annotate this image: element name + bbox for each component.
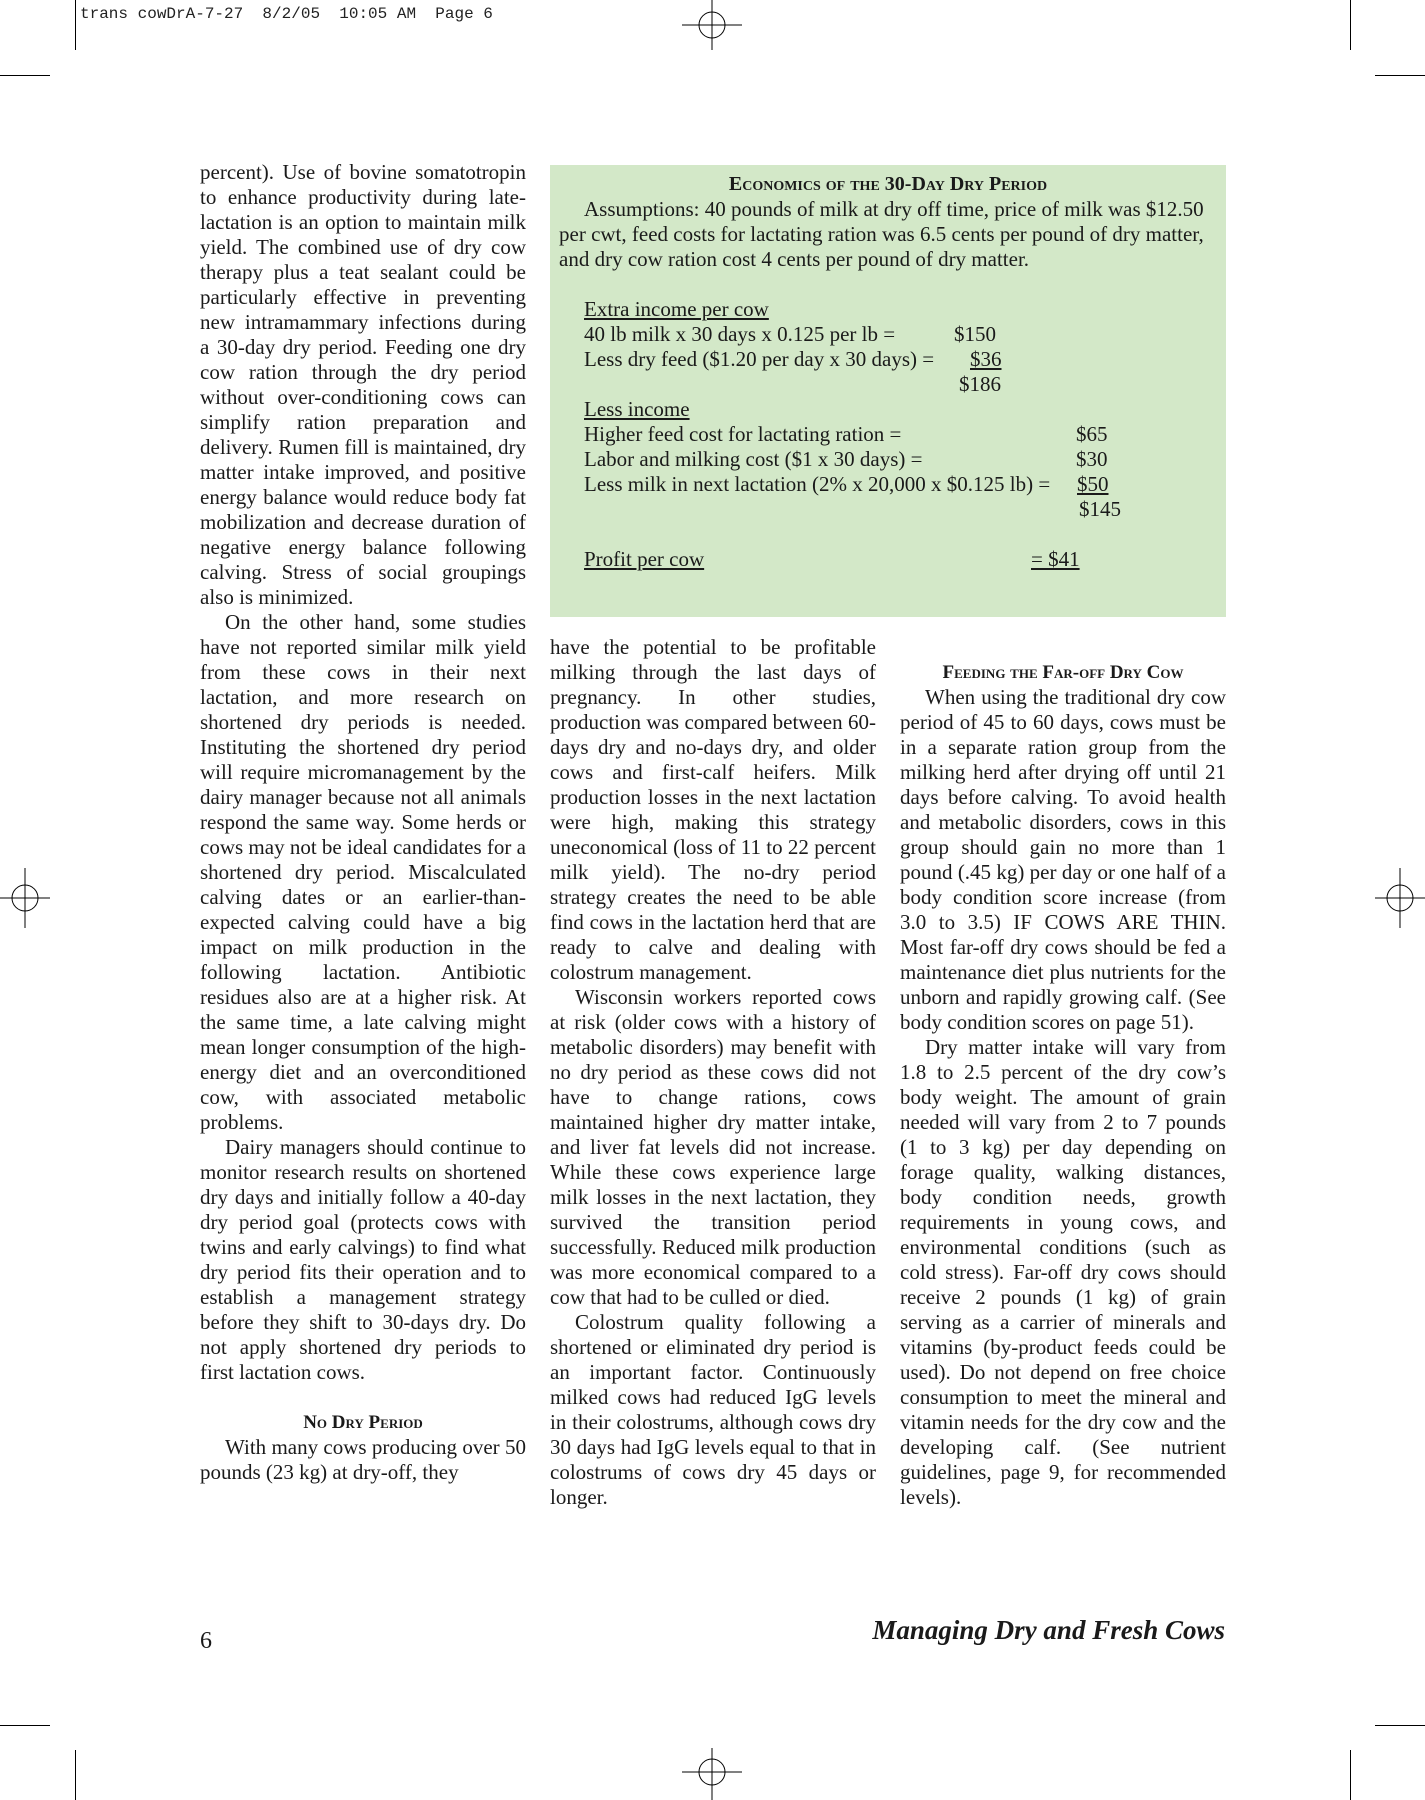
paragraph: With many cows producing over 50 pounds (23 kg) at dry-off, they <box>200 1435 526 1484</box>
crop-mark-bl-v <box>75 1750 76 1800</box>
column-right <box>900 635 1226 1510</box>
crop-mark-tr-h <box>1375 75 1425 76</box>
paragraph: Dry matter intake will vary from 1.8 to 2.5 percent of the dry cow’s body weight. The amount of grain needed will vary from 2 to 7 pounds (1 to 3 kg) per day depending on forage quality, walking distances, body condition needs, growth requirements in young cows, and environmental conditions (such as cold stress). Far-off dry cows should receive 2 pounds (1 kg) of grain serving as a carrier of minerals and vitamins (by-product feeds could be used). Do not depend on free choice consumption to meet the mineral and vitamin needs for the dry cow and the developing calf. (See nutrient guidelines, page 9, for recommended levels). <box>900 1035 1226 1509</box>
publication-title: Managing Dry and Fresh Cows <box>872 1615 1225 1645</box>
registration-mark-left <box>0 868 60 928</box>
calc-amount: $30 <box>1076 447 1108 471</box>
less-income-heading: Less income <box>584 397 690 421</box>
paragraph: Colostrum quality following a shortened or eliminated dry period is an important factor. Continuously milked cows had reduced IgG levels in their colostrums, although cows dry 30 days had IgG levels equal to that in colostrums of cows dry 45 days or longer. <box>550 1310 876 1509</box>
registration-mark-right <box>1365 868 1425 928</box>
calc-subtotal: $145 <box>1079 497 1121 521</box>
calc-row: Higher feed cost for lactating ration = $65 <box>584 422 1108 446</box>
economics-calculation <box>559 297 1217 572</box>
section-heading-no-dry-period: No Dry Period <box>303 1412 423 1433</box>
column-left <box>200 160 526 1485</box>
registration-mark-top <box>682 0 742 60</box>
page-number: 6 <box>200 1628 212 1654</box>
economics-sidebar <box>550 165 1226 617</box>
crop-mark-tr-v <box>1350 0 1351 50</box>
calc-row <box>584 372 1217 397</box>
paragraph: When using the traditional dry cow period of 45 to 60 days, cows must be in a separate ration group from the milking herd after drying off until 21 days before calving. To avoid health and metabolic disorders, cows in this group should gain no more than 1 pound (.45 kg) per day or one half of a body condition score increase (from 3.0 to 3.5) IF COWS ARE THIN. Most far-off dry cows should be fed a maintenance diet plus nutrients for the unborn and rapidly growing calf. (See body condition scores on page 51). <box>900 685 1226 1034</box>
crop-mark-br-v <box>1350 1750 1351 1800</box>
calc-amount: $36 <box>970 347 1002 371</box>
extra-income-heading: Extra income per cow <box>584 297 769 321</box>
crop-mark-br-h <box>1375 1725 1425 1726</box>
section-heading-far-off-dry-cow: Feeding the Far-off Dry Cow <box>942 662 1184 683</box>
calc-row: Less dry feed ($1.20 per day x 30 days) = $36 <box>584 347 1002 371</box>
paragraph: Wisconsin workers reported cows at risk (older cows with a history of metabolic disorders) may benefit with no dry period as these cows did not have to change rations, cows maintained higher dry matter intake, and liver fat levels did not increase. While these cows experience large milk losses in the next lactation, they survived the transition period successfully. Reduced milk production was more economical compared to a cow that had to be culled or died. <box>550 985 876 1309</box>
calc-row <box>584 497 1217 522</box>
column-middle <box>550 635 876 1510</box>
assumptions-text: Assumptions: 40 pounds of milk at dry off time, price of milk was $12.50 per cwt, feed costs for lactating ration was 6.5 cents per pound of dry matter, and dry cow ration cost 4 cents per pound of dry matter. <box>559 197 1204 271</box>
profit-row <box>584 547 1217 572</box>
calc-row: Less milk in next lactation (2% x 20,000 x $0.125 lb) = $50 <box>584 472 1109 496</box>
profit-value: = $41 <box>1031 547 1080 571</box>
paragraph: percent). Use of bovine somatotropin to enhance productivity during late-lactation is an option to maintain milk yield. The combined use of dry cow therapy plus a teat sealant could be particularly effective in preventing new intramammary infections during a 30-day dry period. Feeding one dry cow ration through the dry period without over-conditioning cows can simplify ration preparation and delivery. Rumen fill is maintained, dry matter intake improved, and positive energy balance would reduce body fat mobilization and decrease duration of negative energy balance following calving. Stress of social groupings also is minimized. <box>200 160 526 609</box>
calc-amount: $50 <box>1077 472 1109 496</box>
calc-amount: $65 <box>1076 422 1108 446</box>
crop-mark-bl-h <box>0 1725 50 1726</box>
crop-mark-tl-v <box>75 0 76 50</box>
paragraph: On the other hand, some studies have not reported similar milk yield from these cows in their next lactation, and more research on shortened dry periods is needed. Instituting the shortened dry period will require micromanagement by the dairy manager because not all animals respond the same way. Some herds or cows may not be ideal candidates for a shortened dry period. Miscalculated calving dates or an earlier-than-expected calving could have a big impact on milk production in the following lactation. Antibiotic residues also are at a higher risk. At the same time, a late calving might mean longer consumption of the high-energy diet and an overconditioned cow, with associated metabolic problems. <box>200 610 526 1134</box>
profit-label: Profit per cow <box>584 547 705 571</box>
paragraph: Dairy managers should continue to monitor research results on shortened dry days and initially follow a 40-day dry period goal (protects cows with twins and early calvings) to find what dry period fits their operation and to establish a management strategy before they shift to 30-days dry. Do not apply shortened dry periods to first lactation cows. <box>200 1135 526 1384</box>
sidebar-title: Economics of the 30-Day Dry Period <box>728 173 1048 195</box>
calc-row: 40 lb milk x 30 days x 0.125 per lb = $150 <box>584 322 996 346</box>
crop-mark-tl-h <box>0 75 50 76</box>
print-slug: trans cowDrA-7-27 8/2/05 10:05 AM Page 6 <box>80 5 493 23</box>
calc-subtotal: $186 <box>959 372 1001 396</box>
calc-row: Labor and milking cost ($1 x 30 days) = $30 <box>584 447 1108 471</box>
paragraph: have the potential to be profitable milking through the last days of pregnancy. In other studies, production was compared between 60-days dry and no-days dry, and older cows and first-calf heifers. Milk production losses in the next lactation were high, making this strategy uneconomical (loss of 11 to 22 percent milk yield). The no-dry period strategy creates the need to be able find cows in the lactation herd that are ready to calve and dealing with colostrum management. <box>550 635 876 984</box>
registration-mark-bottom <box>682 1740 742 1800</box>
calc-amount: $150 <box>954 322 996 346</box>
